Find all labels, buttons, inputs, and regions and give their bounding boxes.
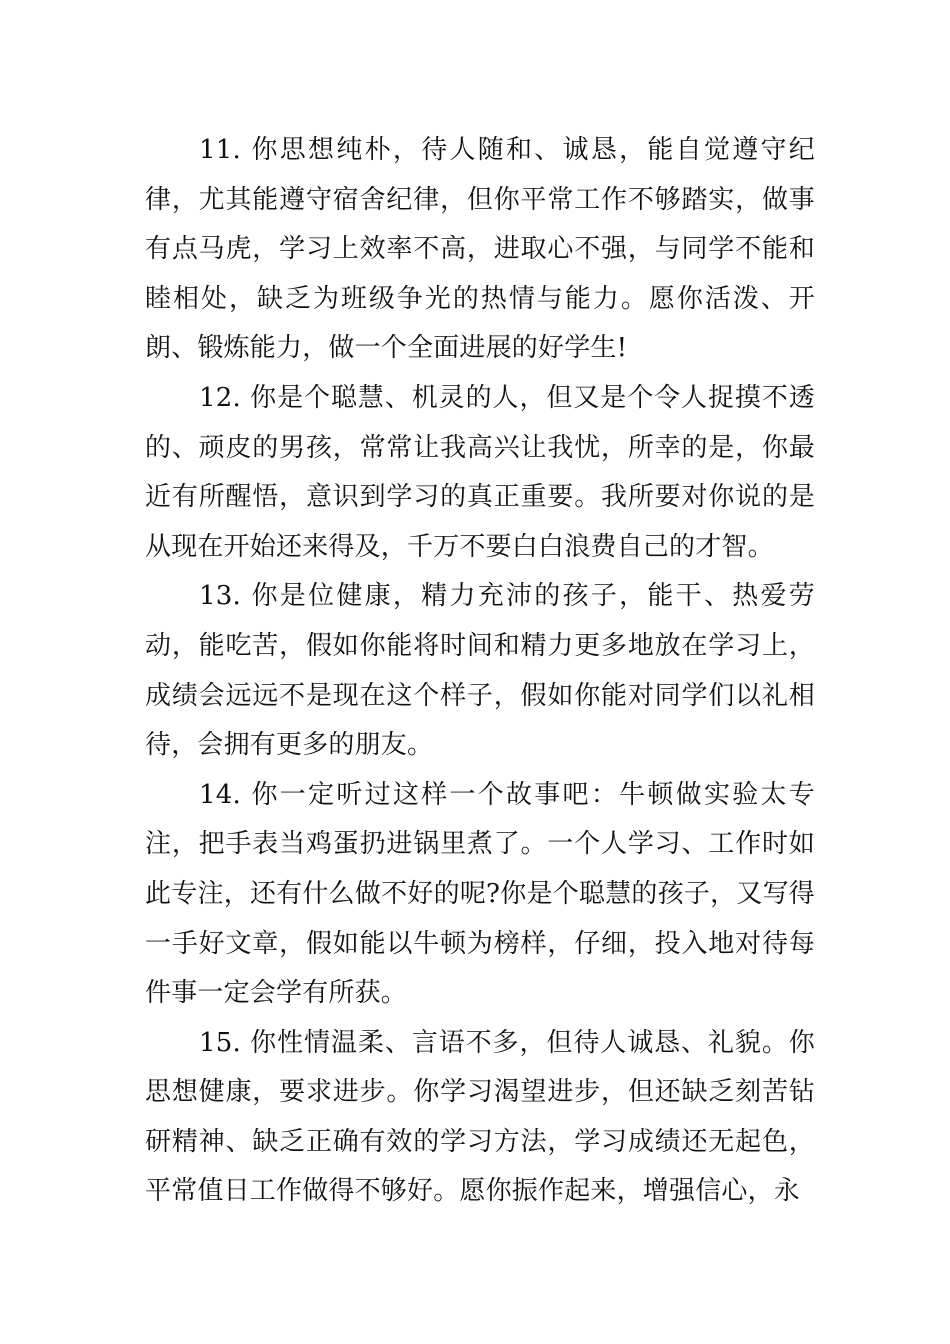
- paragraph-12: 12. 你是个聪慧、机灵的人，但又是个令人捉摸不透的、顽皮的男孩，常常让我高兴让我忧，所幸的是，你最近有所醒悟，意识到学习的真正重要。我所要对你说的是从现在开始还来得及，千万不要白白浪费自己的才智。: [145, 382, 815, 562]
- document-body: [145, 126, 815, 1217]
- paragraph-13: 13. 你是位健康，精力充沛的孩子，能干、热爱劳动，能吃苦，假如你能将时间和精力更多地放在学习上，成绩会远远不是现在这个样子，假如你能对同学们以礼相待，会拥有更多的朋友。: [145, 581, 815, 761]
- paragraph-15: 15. 你性情温柔、言语不多，但待人诚恳、礼貌。你思想健康，要求进步。你学习渴望进步，但还缺乏刻苦钻研精神、缺乏正确有效的学习方法，学习成绩还无起色，平常值日工作做得不够好。愿你振作起来，增强信心，永: [145, 1027, 815, 1207]
- paragraph-14: 14. 你一定听过这样一个故事吧：牛顿做实验太专注，把手表当鸡蛋扔进锅里煮了。一个人学习、工作时如此专注，还有什么做不好的呢?你是个聪慧的孩子，又写得一手好文章，假如能以牛顿为榜样，仔细，投入地对待每件事一定会学有所获。: [145, 779, 815, 1009]
- paragraph-11: 11. 你思想纯朴，待人随和、诚恳，能自觉遵守纪律，尤其能遵守宿舍纪律，但你平常工作不够踏实，做事有点马虎，学习上效率不高，进取心不强，与同学不能和睦相处，缺乏为班级争光的热情与能力。愿你活泼、开朗、锻炼能力，做一个全面进展的好学生!: [145, 135, 815, 364]
